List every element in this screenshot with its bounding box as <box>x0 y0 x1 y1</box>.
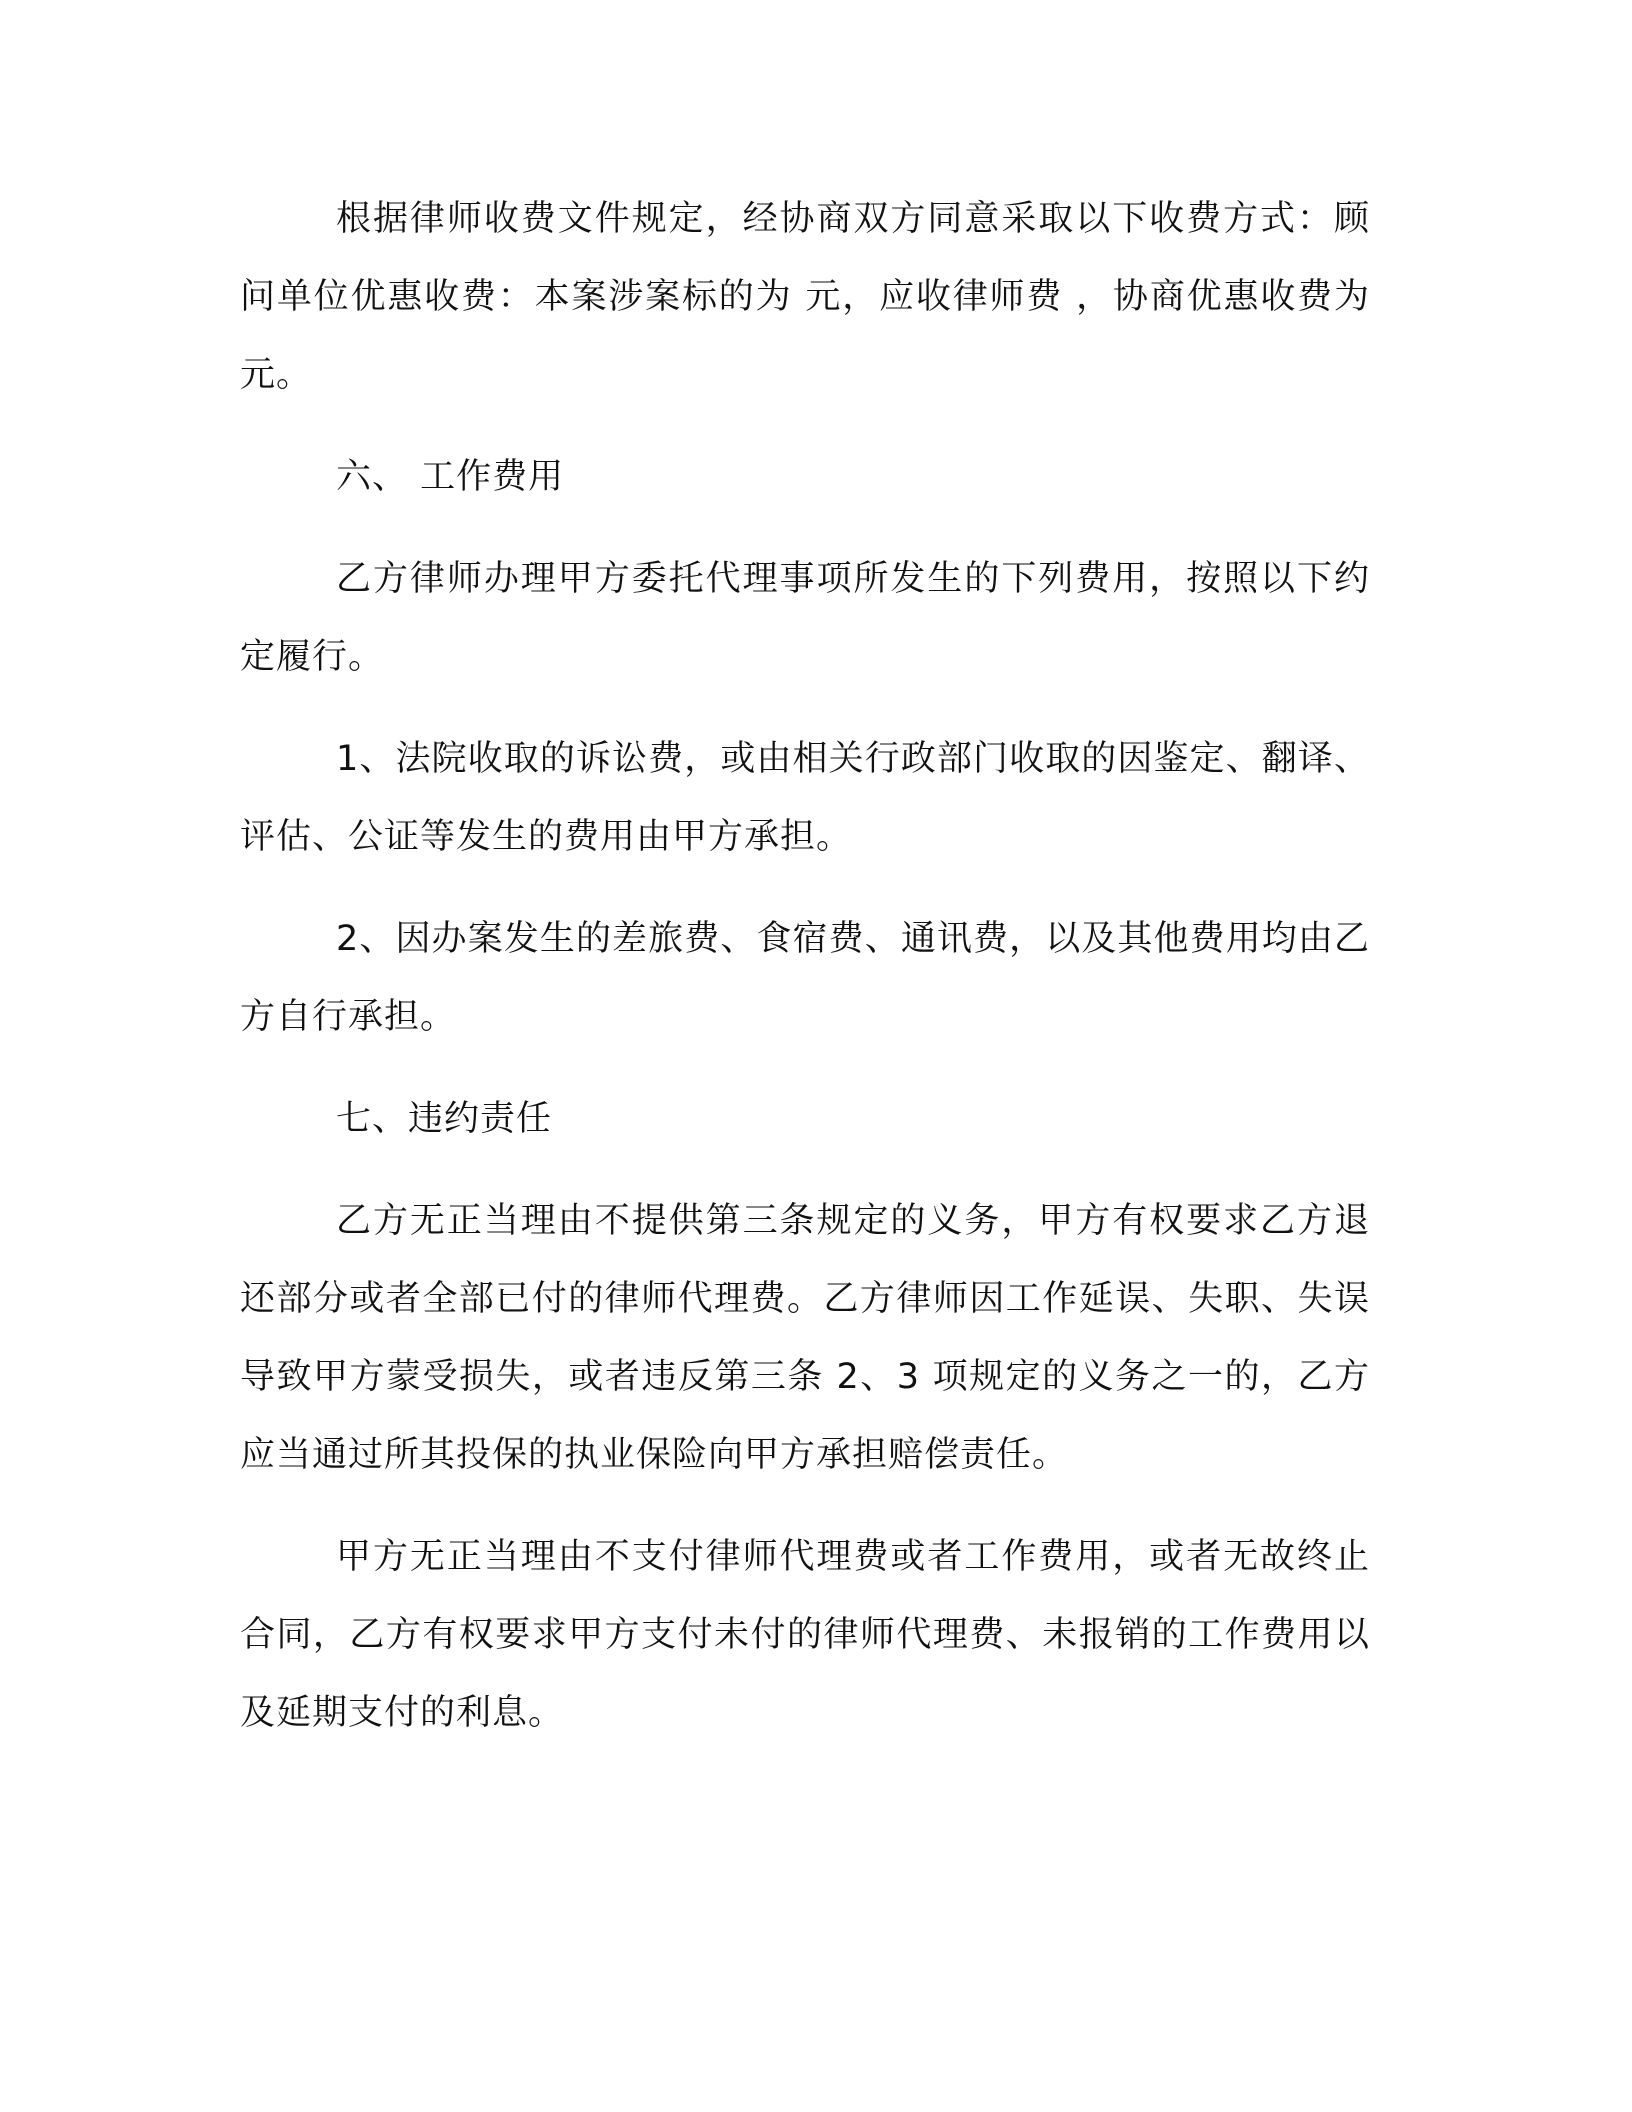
document-body <box>240 180 1370 1776</box>
section-seven-heading: 七、违约责任 <box>336 1099 553 1139</box>
work-expenses-intro: 乙方律师办理甲方委托代理事项所发生的下列费用，按照以下约定履行。 <box>240 559 1370 677</box>
liability-party-a-paragraph: 甲方无正当理由不支付律师代理费或者工作费用，或者无故终止合同，乙方有权要求甲方支付未付的律师代理费、未报销的工作费用以及延期支付的利息。 <box>240 1537 1370 1733</box>
section-six-heading: 六、 工作费用 <box>336 457 565 497</box>
expense-item-1: 1、法院收取的诉讼费，或由相关行政部门收取的因鉴定、翻译、评估、公证等发生的费用由甲方承担。 <box>240 739 1370 857</box>
fee-method-paragraph: 根据律师收费文件规定，经协商双方同意采取以下收费方式：顾问单位优惠收费：本案涉案标的为 元，应收律师费 ，协商优惠收费为 元。 <box>240 199 1370 395</box>
liability-party-b-paragraph: 乙方无正当理由不提供第三条规定的义务，甲方有权要求乙方退还部分或者全部已付的律师代理费。乙方律师因工作延误、失职、失误导致甲方蒙受损失，或者违反第三条 2、3 项规定的义务之一的，乙方应当通过所其投保的执业保险向甲方承担赔偿责任。 <box>240 1201 1370 1475</box>
expense-item-2: 2、因办案发生的差旅费、食宿费、通讯费，以及其他费用均由乙方自行承担。 <box>240 919 1370 1037</box>
